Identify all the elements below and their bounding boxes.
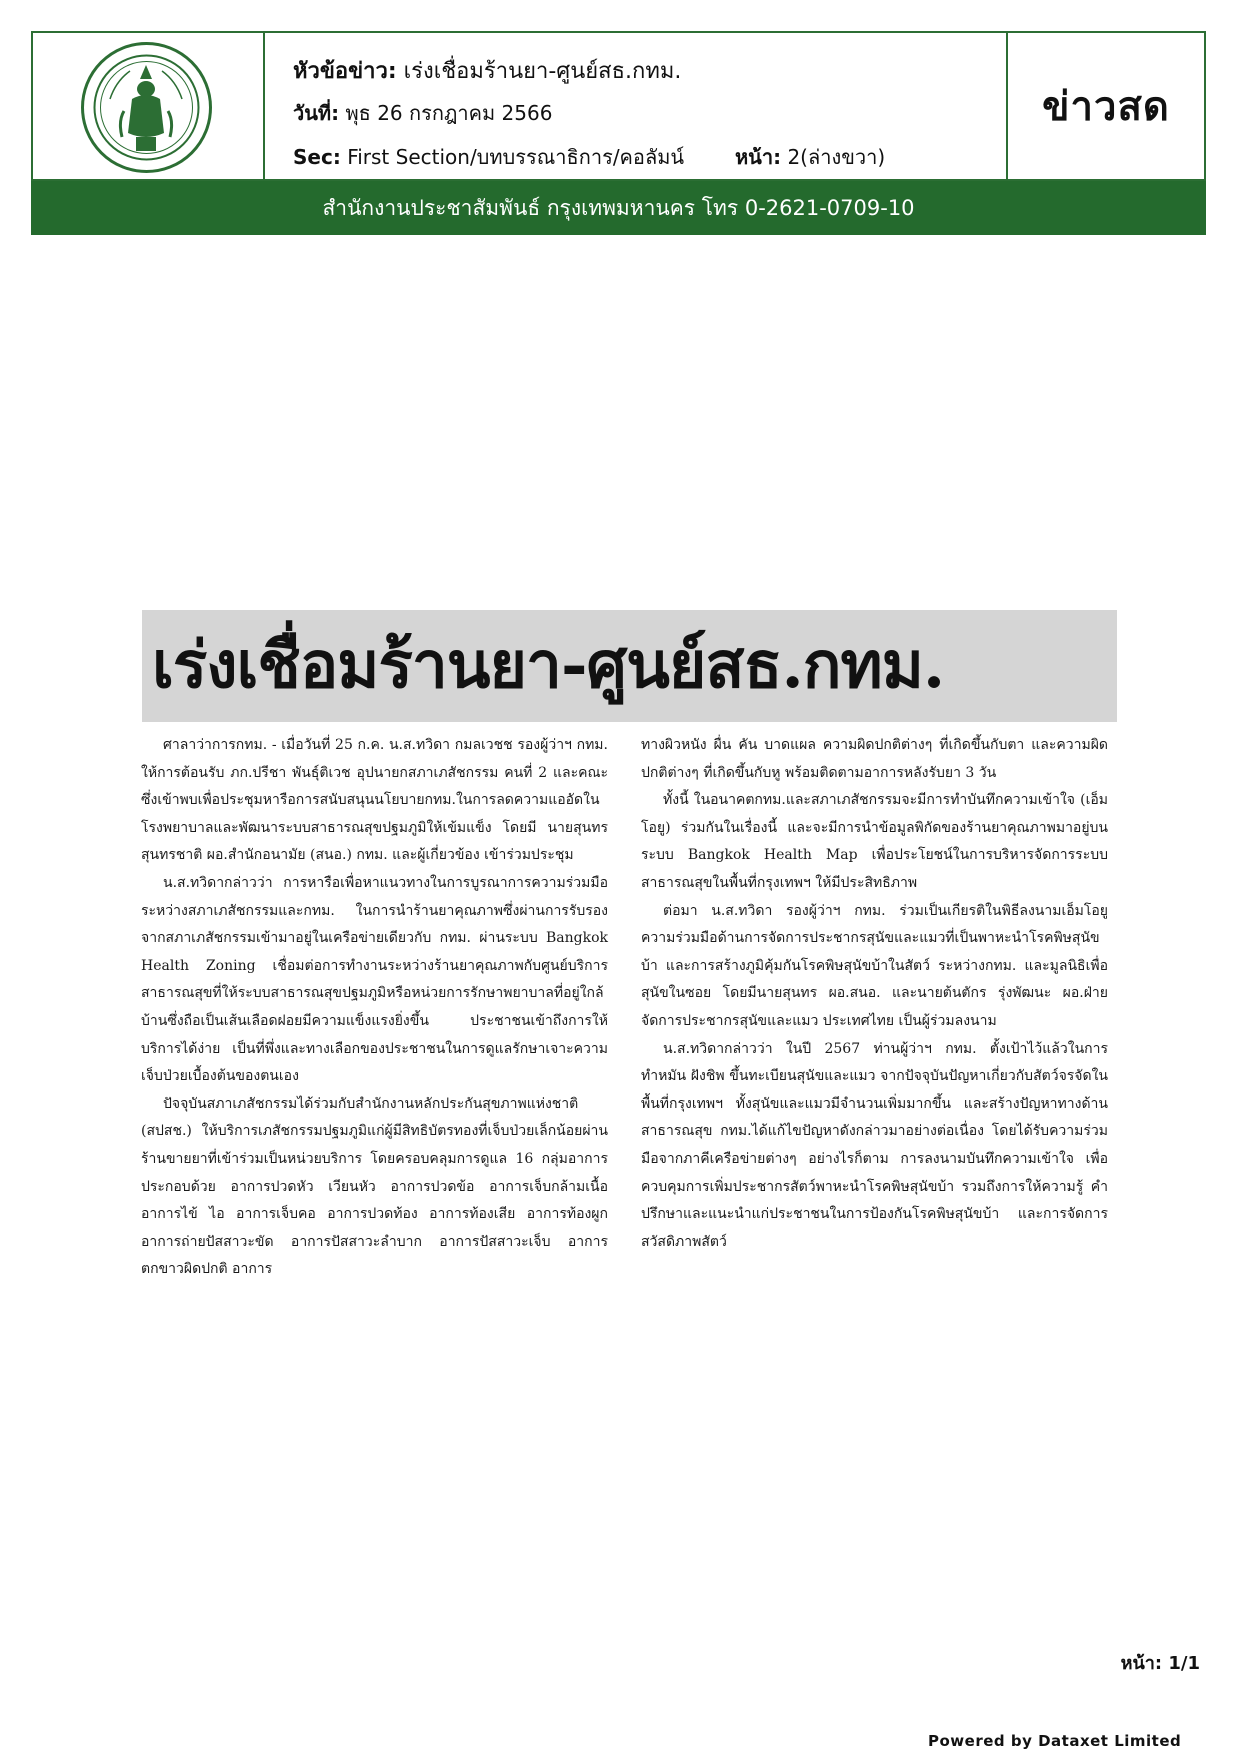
page-value: 2(ล่างขวา) bbox=[787, 145, 886, 169]
section-label: Sec: bbox=[293, 145, 341, 169]
headline-row bbox=[293, 53, 681, 88]
article-paragraph: น.ส.ทวิดากล่าวว่า การหารือเพื่อหาแนวทางในการบูรณาการความร่วมมือระหว่างสภาเภสัชกรรมและกทม. ในการนำร้านยาคุณภาพซึ่งผ่านการรับรองจากสภาเภสัชกรรมเข้ามาอยู่ในเครือข่ายเดียวกับ กทม. ผ่านระบบ Bangkok Health Zoning เชื่อมต่อการทำงานระหว่างร้านยาคุณภาพกับศูนย์บริการสาธารณสุขที่ให้ระบบสาธารณสุขปฐมภูมิหรือหน่วยการรักษาพยาบาลที่อยู่ใกล้บ้านซึ่งถือเป็นเส้นเลือดฝอยมีความแข็งแรงยิ่งขึ้น ประชาชนเข้าถึงการให้บริการได้ง่าย เป็นที่พึ่งและทางเลือกของประชาชนในการดูแลรักษาเจาะความเจ็บป่วยเบื้องต้นของตนเอง bbox=[141, 874, 608, 1085]
agency-bar bbox=[31, 181, 1206, 235]
title-value: เร่งเชื่อมร้านยา-ศูนย์สธ.กทม. bbox=[403, 59, 682, 84]
info-cell bbox=[265, 33, 1008, 179]
page-indicator: หน้า: 1/1 bbox=[1120, 1653, 1200, 1674]
logo-cell bbox=[33, 33, 265, 179]
article-paragraph: ทางผิวหนัง ผื่น คัน บาดแผล ความผิดปกติต่างๆ ที่เกิดขึ้นกับตา และความผิดปกติต่างๆ ที่เกิดขึ้นกับหู พร้อมติดตามอาการหลังรับยา 3 วัน bbox=[641, 737, 1108, 781]
clipping-header bbox=[31, 31, 1206, 181]
article-paragraph: ปัจจุบันสภาเภสัชกรรมได้ร่วมกับสำนักงานหลักประกันสุขภาพแห่งชาติ (สปสช.) ให้บริการเภสัชกรรมปฐมภูมิแก่ผู้มีสิทธิบัตรทองที่เจ็บป่วยเล็กน้อยผ่านร้านขายยาที่เข้าร่วมเป็นหน่วยบริการ โดยครอบคลุมการดูแล 16 กลุ่มอาการ ประกอบด้วย อาการปวดหัว เวียนหัว อาการปวดข้อ อาการเจ็บกล้ามเนื้อ อาการไข้ ไอ อาการเจ็บคอ อาการปวดท้อง อาการท้องเสีย อาการท้องผูก อาการถ่ายปัสสาวะขัด อาการปัสสาวะลำบาก อาการปัสสาวะเจ็บ อาการตกขาวผิดปกติ อาการ bbox=[141, 1095, 608, 1278]
bangkok-seal-logo bbox=[80, 41, 213, 174]
agency-text: สำนักงานประชาสัมพันธ์ กรุงเทพมหานคร โทร 0-2621-0709-10 bbox=[322, 195, 915, 220]
badge-cell bbox=[1008, 33, 1204, 179]
date-row bbox=[293, 97, 552, 129]
page-label: หน้า: bbox=[735, 145, 782, 169]
article-column-left bbox=[141, 732, 608, 1284]
powered-by: Powered by Dataxet Limited bbox=[928, 1732, 1182, 1750]
article-paragraph: น.ส.ทวิดากล่าวว่า ในปี 2567 ท่านผู้ว่าฯ กทม. ตั้งเป้าไว้แล้วในการทำหมัน ฝังชิพ ขึ้นทะเบียนสุนัขและแมว จากปัจจุบันปัญหาเกี่ยวกับสัตว์จรจัดในพื้นที่กรุงเทพฯ ทั้งสุนัขและแมวมีจำนวนเพิ่มมากขึ้น และสร้างปัญหาทางด้านสาธารณสุข กทม.ได้แก้ไขปัญหาดังกล่าวมาอย่างต่อเนื่อง โดยได้รับความร่วมมือจากภาคีเครือข่ายต่างๆ อย่างไรก็ตาม การลงนามบันทึกความเข้าใจ เพื่อควบคุมการเพิ่มประชากรสัตว์พาหะนำโรคพิษสุนัขบ้า รวมถึงการให้ความรู้ คำปรึกษาและแนะนำแก่ประชาชนในการป้องกันโรคพิษสุนัขบ้า และการจัดการสวัสดิภาพสัตว์ bbox=[641, 1040, 1108, 1250]
article-paragraph: ต่อมา น.ส.ทวิดา รองผู้ว่าฯ กทม. ร่วมเป็นเกียรติในพิธีลงนามเอ็มโอยู ความร่วมมือด้านการจัดการประชากรสุนัขและแมวที่เป็นพาหะนำโรคพิษสุนัขบ้า และการสร้างภูมิคุ้มกันโรคพิษสุนัขบ้าในสัตว์ ระหว่างกทม. และมูลนิธิเพื่อสุนัขในซอย โดยมีนายสุนทร ผอ.สนอ. และนายต้นตักร รุ่งพัฒนะ ผอ.ฝ่ายจัดการประชากรสุนัขและแมว ประเทศไทย เป็นผู้ร่วมลงนาม bbox=[641, 902, 1108, 1029]
article-paragraph: ศาลาว่าการกทม. - เมื่อวันที่ 25 ก.ค. น.ส.ทวิดา กมลเวชช รองผู้ว่าฯ กทม. ให้การต้อนรับ ภก.ปรีชา พันธุ์ติเวช อุปนายกสภาเภสัชกรรม คนที่ 2 และคณะ ซึ่งเข้าพบเพื่อประชุมหารือการสนับสนุนนโยบายกทม.ในการลดความแออัดในโรงพยาบาลและพัฒนาระบบสาธารณสุขปฐมภูมิให้เข้มแข็ง โดยมี นายสุนทร สุนทรชาติ ผอ.สำนักอนามัย (สนอ.) กทม. และผู้เกี่ยวข้อง เข้าร่วมประชุม bbox=[141, 737, 608, 864]
date-label: วันที่: bbox=[293, 101, 340, 125]
clipping-headline: เร่งเชื่อมร้านยา-ศูนย์สธ.กทม. bbox=[152, 628, 945, 703]
publication-badge: ข่าวสด bbox=[1042, 84, 1170, 130]
page-row bbox=[735, 141, 885, 173]
article-paragraph: ทั้งนี้ ในอนาคตกทม.และสภาเภสัชกรรมจะมีการทำบันทึกความเข้าใจ (เอ็มโอยู) ร่วมกันในเรื่องนี้ และจะมีการนำข้อมูลพิกัดของร้านยาคุณภาพมาอยู่บนระบบ Bangkok Health Map เพื่อประโยชน์ในการบริหารจัดการระบบสาธารณสุขในพื้นที่กรุงเทพฯ ให้มีประสิทธิภาพ bbox=[641, 792, 1108, 891]
article-column-right bbox=[641, 732, 1108, 1256]
section-row bbox=[293, 141, 684, 173]
section-value: First Section/บทบรรณาธิการ/คอลัมน์ bbox=[347, 145, 685, 169]
title-label: หัวข้อข่าว: bbox=[293, 59, 397, 84]
date-value: พุธ 26 กรกฎาคม 2566 bbox=[345, 101, 553, 125]
